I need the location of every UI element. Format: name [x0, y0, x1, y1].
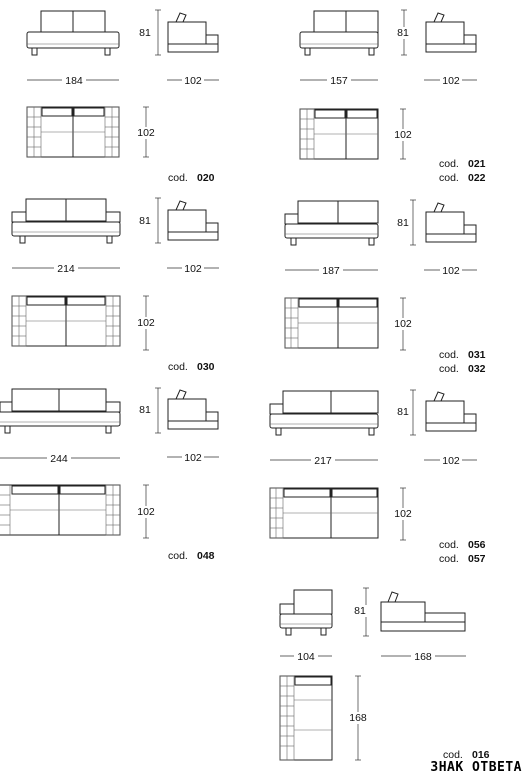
side-view [168, 13, 218, 52]
code-number: 030 [197, 361, 215, 373]
height-label: 81 [397, 406, 409, 418]
plan-view [0, 485, 120, 535]
height-dimension [137, 10, 161, 55]
front-view [280, 590, 332, 635]
side-view [381, 592, 465, 631]
plan-depth-label: 102 [137, 317, 155, 329]
height-label: 81 [139, 215, 151, 227]
width-dimension [12, 261, 120, 275]
depth-label: 102 [442, 75, 460, 87]
height-dimension [395, 390, 416, 435]
plan-view [280, 676, 332, 760]
code-number: 016 [472, 749, 490, 761]
code-prefix: cod. [439, 539, 459, 551]
width-label: 244 [50, 453, 68, 465]
plan-view [12, 296, 120, 346]
front-view [270, 391, 378, 435]
watermark-logo: ЗНАК ОТВЕТА [430, 760, 522, 775]
plan-depth-dimension [391, 298, 415, 350]
depth-dimension [167, 450, 219, 464]
front-view [27, 11, 119, 55]
code-number: 020 [197, 172, 215, 184]
plan-view [285, 298, 378, 348]
width-label: 184 [65, 75, 83, 87]
module-031 [285, 200, 486, 375]
depth-label: 168 [414, 651, 432, 663]
module-056 [270, 390, 486, 565]
width-label: 217 [314, 455, 332, 467]
code-prefix: cod. [439, 349, 459, 361]
height-label: 81 [397, 27, 409, 39]
code-number: 021 [468, 158, 486, 170]
side-view [426, 392, 476, 431]
width-dimension [270, 453, 378, 467]
plan-depth-dimension [391, 488, 415, 540]
module-030 [12, 198, 219, 373]
depth-label: 102 [184, 75, 202, 87]
height-label: 81 [354, 605, 366, 617]
plan-depth-label: 102 [394, 508, 412, 520]
height-label: 81 [397, 217, 409, 229]
plan-depth-dimension [134, 296, 158, 350]
front-view [12, 199, 120, 243]
depth-label: 102 [184, 452, 202, 464]
height-label: 81 [139, 404, 151, 416]
code-prefix: cod. [439, 172, 459, 184]
front-view [285, 201, 378, 245]
code-prefix: cod. [168, 361, 188, 373]
code-number: 056 [468, 539, 486, 551]
code-prefix: cod. [168, 172, 188, 184]
height-dimension [352, 588, 369, 636]
width-dimension [27, 73, 119, 87]
plan-view [27, 107, 119, 157]
height-dimension [137, 388, 161, 433]
plan-depth-label: 102 [394, 129, 412, 141]
plan-depth-label: 102 [394, 318, 412, 330]
height-dimension [395, 10, 411, 55]
plan-view [270, 488, 378, 538]
width-label: 104 [297, 651, 315, 663]
width-dimension [285, 263, 378, 277]
module-021 [300, 10, 486, 184]
depth-label: 102 [184, 263, 202, 275]
module-016 [280, 588, 490, 761]
plan-depth-dimension [346, 676, 372, 760]
side-view [426, 203, 476, 242]
code-number: 022 [468, 172, 486, 184]
module-020 [27, 10, 219, 184]
code-prefix: cod. [439, 553, 459, 565]
width-dimension [0, 451, 120, 465]
height-label: 81 [139, 27, 151, 39]
plan-depth-dimension [134, 107, 158, 157]
depth-dimension [167, 261, 219, 275]
depth-dimension [381, 649, 466, 663]
front-view [300, 11, 378, 55]
plan-depth-dimension [391, 109, 415, 159]
width-label: 157 [330, 75, 348, 87]
plan-depth-label: 102 [137, 506, 155, 518]
height-dimension [137, 198, 161, 243]
code-prefix: cod. [439, 158, 459, 170]
module-048 [0, 388, 219, 562]
plan-depth-dimension [134, 485, 158, 538]
code-number: 031 [468, 349, 486, 361]
height-dimension [395, 200, 416, 245]
code-number: 057 [468, 553, 486, 565]
plan-view [300, 109, 378, 159]
plan-depth-label: 102 [137, 127, 155, 139]
code-prefix: cod. [168, 550, 188, 562]
width-dimension [280, 649, 332, 663]
depth-label: 102 [442, 455, 460, 467]
depth-label: 102 [442, 265, 460, 277]
code-prefix: cod. [443, 749, 463, 761]
code-prefix: cod. [439, 363, 459, 375]
width-dimension [300, 73, 378, 87]
width-label: 214 [57, 263, 75, 275]
depth-dimension [424, 73, 477, 87]
plan-depth-label: 168 [349, 712, 367, 724]
depth-dimension [424, 453, 477, 467]
side-view [426, 13, 476, 52]
code-number: 032 [468, 363, 486, 375]
depth-dimension [424, 263, 477, 277]
depth-dimension [167, 73, 219, 87]
front-view [0, 389, 120, 433]
width-label: 187 [322, 265, 340, 277]
side-view [168, 390, 218, 429]
side-view [168, 201, 218, 240]
code-number: 048 [197, 550, 215, 562]
